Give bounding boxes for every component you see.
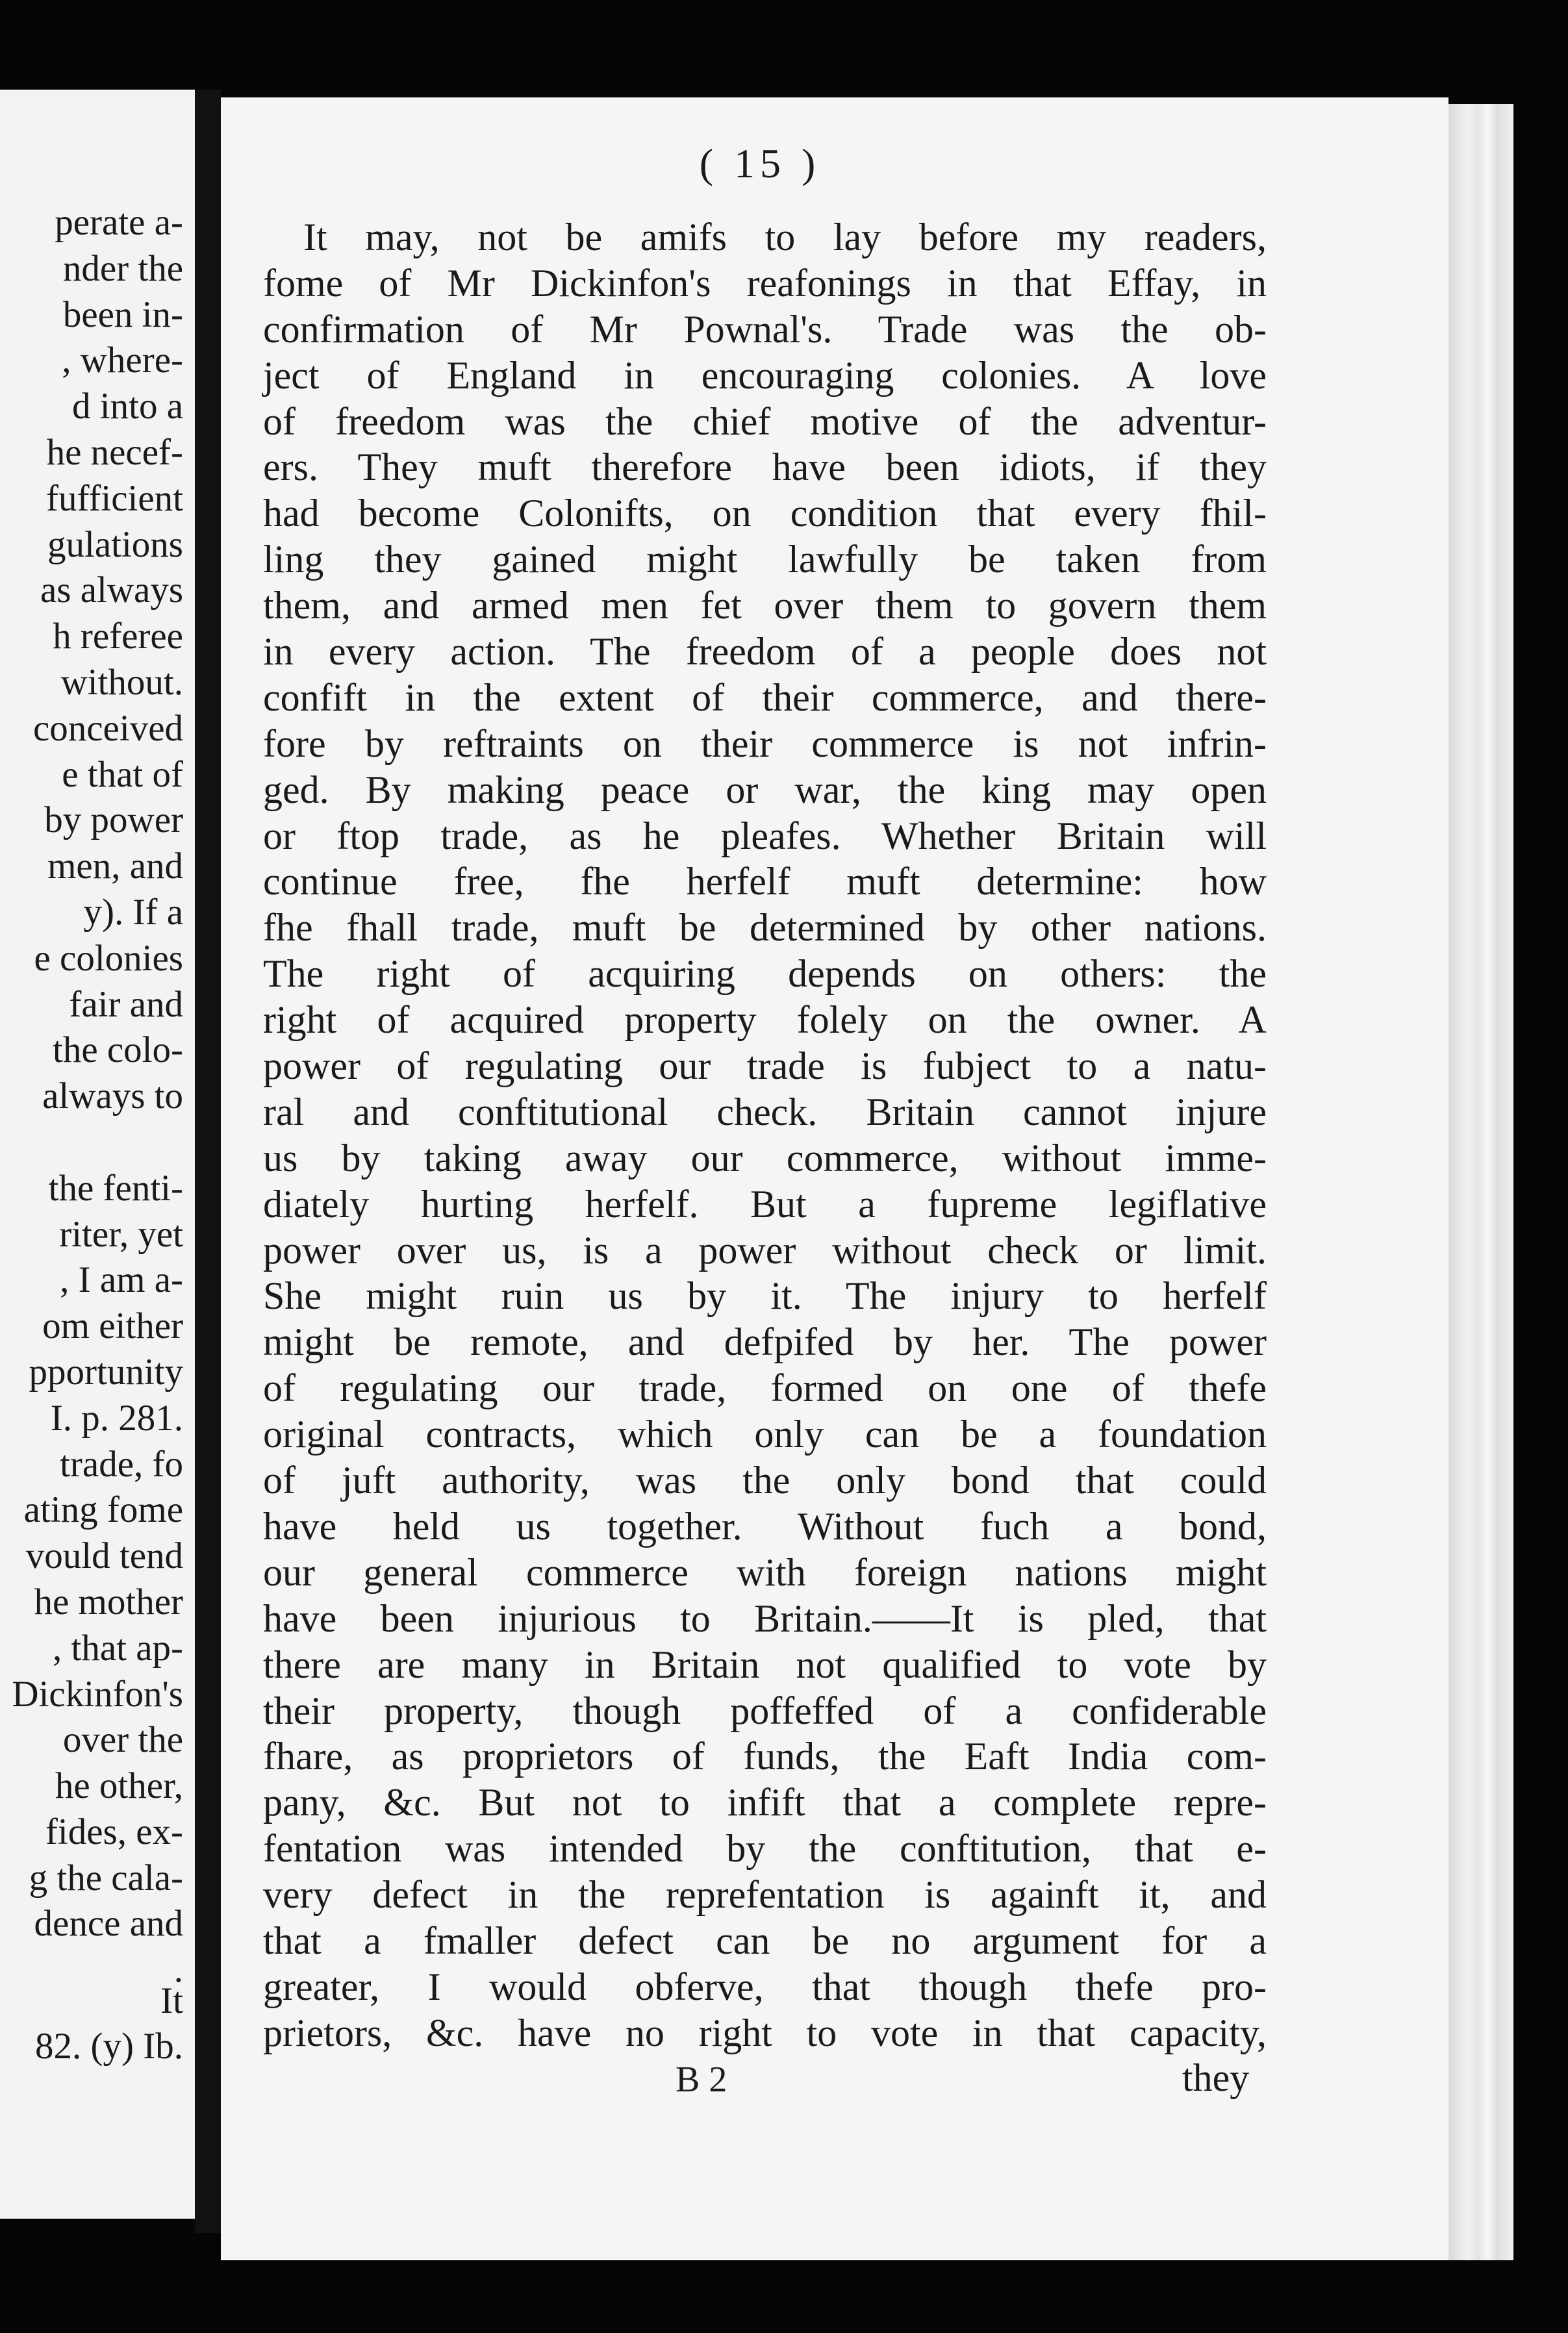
left-page-line: the colo- (52, 1029, 183, 1071)
book-gutter (195, 90, 221, 2233)
text-line: us by taking away our commerce, without imme- (263, 1136, 1267, 1179)
text-line: original contracts, which only can be a foundation (263, 1413, 1267, 1456)
text-line: of juft authority, was the only bond that could (263, 1459, 1267, 1502)
left-page-line: always to (42, 1076, 183, 1117)
text-line: of freedom was the chief motive of the adventur- (263, 399, 1267, 443)
main-page-catchword: they (1182, 2056, 1250, 2099)
left-page-line: , that ap- (52, 1627, 183, 1669)
left-page-line: d into a (72, 386, 183, 427)
text-line: or ftop trade, as he pleafes. Whether Britain will (263, 814, 1267, 857)
text-line: have been injurious to Britain.——It is pled, that (263, 1596, 1267, 1640)
text-line: them, and armed men fet over them to govern them (263, 584, 1267, 627)
text-line: very defect in the reprefentation is againft it, and (263, 1873, 1267, 1917)
left-page-line: om either (42, 1305, 183, 1347)
text-line: that a fmaller defect can be no argument for a (263, 1919, 1267, 1962)
left-page-line: conceived (32, 707, 183, 749)
left-page-line: vould tend (25, 1535, 183, 1577)
left-page-line: fides, ex- (45, 1811, 183, 1852)
text-line: prietors, &c. have no right to vote in that capacity, (263, 2011, 1267, 2054)
left-page-line: been in- (62, 294, 183, 335)
left-page-line: ating fome (23, 1489, 183, 1531)
page-number: ( 15 ) (699, 140, 821, 186)
left-page-line: he mother (34, 1581, 183, 1622)
left-page-footnote: 82. (y) Ib. (35, 2026, 183, 2067)
text-line: there are many in Britain not qualified to vote by (263, 1643, 1267, 1686)
text-line: ers. They muft therefore have been idiots, if they (263, 446, 1267, 489)
left-page-line: fufficient (45, 477, 183, 519)
main-page-body-text (263, 214, 1267, 2056)
left-page-line: he necef- (46, 431, 183, 473)
left-page-footer (35, 1978, 183, 2069)
left-page-text (0, 200, 183, 1993)
text-line: diately hurting herfelf. But a fupreme legiflative (263, 1182, 1267, 1226)
text-line: their property, though poffeffed of a confiderable (263, 1689, 1267, 1732)
left-page-line: g the cala- (29, 1857, 183, 1898)
text-line: greater, I would obferve, that though thefe pro- (263, 1965, 1267, 2008)
left-page-line: pportunity (29, 1351, 183, 1393)
left-page-line: perate a- (55, 202, 183, 243)
left-page-line: men, and (47, 846, 183, 887)
text-line: power of regulating our trade is fubject to a natu- (263, 1044, 1267, 1088)
left-page-line: dence and (34, 1903, 183, 1945)
left-page-line: by power (44, 800, 183, 841)
left-page-line: the fenti- (48, 1167, 183, 1209)
signature-mark: B 2 (676, 2060, 727, 2100)
left-page-fragment (0, 90, 195, 2219)
left-page-line: , where- (62, 340, 183, 381)
left-page-line: gulations (47, 523, 183, 565)
left-page-line: nder the (62, 247, 183, 289)
left-page-line: . (173, 1949, 183, 1991)
text-line: confift in the extent of their commerce, and there- (263, 675, 1267, 719)
left-page-line: h referee (53, 616, 183, 657)
text-line: pany, &c. But not to infift that a complete repre- (263, 1781, 1267, 1824)
text-line: The right of acquiring depends on others: the (263, 952, 1267, 996)
left-page-line: Dickinfon's (12, 1673, 183, 1715)
left-page-catchword: It (160, 1980, 183, 2021)
left-page-line: he other, (55, 1765, 183, 1807)
text-line: power over us, is a power without check or limit. (263, 1228, 1267, 1272)
left-page-line: , I am a- (60, 1259, 183, 1301)
text-line: our general commerce with foreign nations might (263, 1550, 1267, 1594)
left-page-line: e that of (62, 753, 183, 795)
text-line: have held us together. Without fuch a bond, (263, 1504, 1267, 1548)
text-line: ged. By making peace or war, the king may open (263, 768, 1267, 811)
left-page-line: riter, yet (59, 1213, 183, 1255)
text-line: ling they gained might lawfully be taken from (263, 538, 1267, 581)
text-line: fore by reftraints on their commerce is not infrin- (263, 722, 1267, 765)
left-page-line (0, 1120, 183, 1166)
left-page-line: I. p. 281. (50, 1397, 183, 1439)
text-line: continue free, fhe herfelf muft determine: how (263, 860, 1267, 903)
page-edges (1448, 104, 1513, 2260)
left-page-line: e colonies (34, 937, 183, 979)
text-line: in every action. The freedom of a people does not (263, 630, 1267, 674)
left-page-line: as always (40, 570, 183, 611)
left-page-line: fair and (69, 983, 183, 1025)
text-line: had become Colonifts, on condition that every fhil- (263, 492, 1267, 535)
left-page-line: without. (60, 661, 183, 703)
text-line: ral and conftitutional check. Britain cannot injure (263, 1090, 1267, 1133)
text-line: might be remote, and defpifed by her. The power (263, 1320, 1267, 1364)
text-line: of regulating our trade, formed on one of thefe (263, 1367, 1267, 1410)
text-line: confirmation of Mr Pownal's. Trade was the ob- (263, 307, 1267, 351)
left-page-line: over the (62, 1719, 183, 1761)
text-line: It may, not be amifs to lay before my readers, (303, 216, 1267, 259)
left-page-line: trade, fo (60, 1443, 183, 1485)
text-line: She might ruin us by it. The injury to herfelf (263, 1274, 1267, 1318)
text-line: ject of England in encouraging colonies. A love (263, 353, 1267, 397)
left-page-line: y). If a (83, 891, 183, 933)
text-line: fhe fhall trade, muft be determined by other nations. (263, 906, 1267, 950)
text-line: fentation was intended by the conftitution, that e- (263, 1827, 1267, 1871)
text-line: right of acquired property folely on the owner. A (263, 998, 1267, 1042)
text-line: fhare, as proprietors of funds, the Eaft India com- (263, 1735, 1267, 1778)
text-line: fome of Mr Dickinfon's reafonings in that Effay, in (263, 261, 1267, 305)
